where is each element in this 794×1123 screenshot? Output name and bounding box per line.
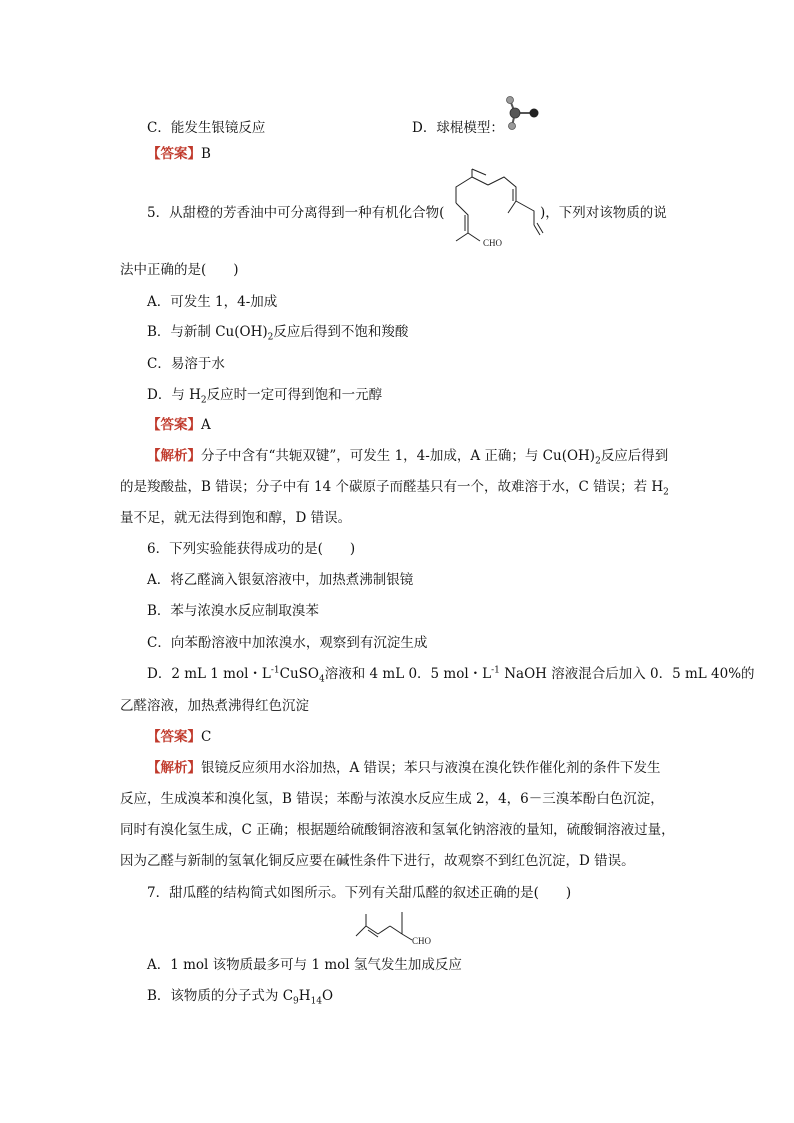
q5-stem-a: 5．从甜橙的芳香油中可分离得到一种有机化合物( [147,205,445,221]
q5-answer [147,415,211,435]
q6-option-d-line2: 乙醛溶液，加热煮沸得红色沉淀 [120,698,309,714]
q6-option-a: A．将乙醛滴入银氨溶液中，加热煮沸制银镜 [147,572,414,588]
q7-option-a: A．1 mol 该物质最多可与 1 mol 氢气发生加成反应 [147,957,462,973]
analysis-label: 【解析】 [147,760,201,776]
q5-option-c: C．易溶于水 [147,356,225,372]
q5-cho-label: CHO [483,238,503,248]
q6-analysis-line3: 同时有溴化氢生成，C 正确；根据题给硫酸铜溶液和氢氧化钠溶液的量知，硫酸铜溶液过量， [120,822,675,838]
q6-option-d: D．2 mL 1 mol・$L^{-1}CuSO_4$溶液和 4 mL 0．5 mol・$L^{-1}$ NaOH 溶液混合后加入 0．5 mL 40%的 [147,665,755,685]
analysis-label: 【解析】 [147,448,201,464]
q6-answer [147,727,211,747]
q6-option-b: B．苯与浓溴水反应制取溴苯 [147,603,319,619]
q6-option-c: C．向苯酚溶液中加浓溴水，观察到有沉淀生成 [147,635,428,651]
q7-cho-label: CHO [412,936,432,946]
q5-stem-b: )，下列对该物质的说 [540,205,667,221]
q5-analysis-line1: 【解析】分子中含有“共轭双键”，可发生 1，4-加成，A 正确；与 $Cu(OH)_2$反应后得到 [147,448,669,467]
q6-stem: 6．下列实验能获得成功的是( ) [147,541,356,557]
q5-stem-c: 法中正确的是( ) [120,262,239,278]
q7-structure-diagram [354,908,444,948]
q5-analysis-line2: 的是羧酸盐，B 错误；分子中有 14 个碳原子而醛基只有一个，故难溶于水，C 错误；若 $H_2$ [120,479,669,498]
answer-label: 【答案】 [147,146,201,162]
q5-option-d: D．与 $H_2$反应时一定可得到饱和一元醇 [147,387,383,406]
q5-option-a: A．可发生 1，4-加成 [147,294,278,310]
q7-option-b: B．该物质的分子式为 $C_9H_{14}O$ [147,988,334,1007]
answer-value: A [201,417,211,433]
ball-stick-model-icon [498,94,542,134]
answer-label: 【答案】 [147,729,201,745]
q4-option-d: D．球棍模型： [412,120,504,136]
q4-option-c: C．能发生银镜反应 [147,120,266,136]
answer-value: C [201,729,212,745]
q4-answer [147,144,211,164]
q6-analysis-line2: 反应，生成溴苯和溴化氢，B 错误；苯酚与浓溴水反应生成 2，4，6－三溴苯酚白色沉淀， [120,791,664,807]
q7-stem: 7．甜瓜醛的结构简式如图所示。下列有关甜瓜醛的叙述正确的是( ) [147,885,572,901]
answer-label: 【答案】 [147,417,201,433]
q5-structure-diagram [450,165,540,255]
q5-option-b: B．与新制 $Cu(OH)_2$反应后得到不饱和羧酸 [147,324,409,343]
q5-analysis-line3: 量不足，就无法得到饱和醇，D 错误。 [120,510,352,526]
q6-analysis-line1: 【解析】银镜反应须用水浴加热，A 错误；苯只与液溴在溴化铁作催化剂的条件下发生 [147,760,661,776]
answer-value: B [201,146,211,162]
q6-analysis-line4: 因为乙醛与新制的氢氧化铜反应要在碱性条件下进行，故观察不到红色沉淀，D 错误。 [120,853,635,869]
